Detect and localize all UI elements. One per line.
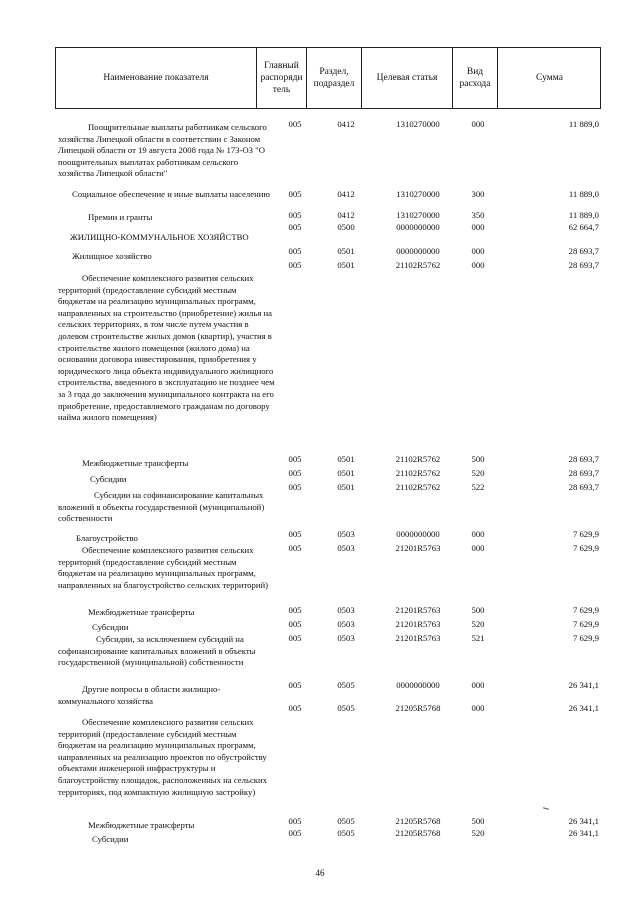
row-4-razdel: 0501: [337, 246, 355, 256]
row-11-razdel: 0503: [337, 543, 355, 553]
row-0-sum: 11 889,0: [568, 119, 599, 129]
row-5-cst: 21102R5762: [395, 260, 441, 270]
row-14-sum: 7 629,9: [572, 633, 599, 643]
row-19-name: Субсидии: [92, 834, 129, 844]
row-8-razdel: 0501: [337, 468, 355, 478]
row-0-cst: 1310270000: [396, 119, 440, 129]
row-1-glav: 005: [288, 189, 302, 199]
header-vid: Вид расхода: [452, 48, 497, 108]
row-19-cst: 21205R5768: [395, 828, 441, 838]
row-16-glav: 005: [288, 703, 302, 713]
row-10-cst: 0000000000: [396, 529, 440, 539]
row-18-sum: 26 341,1: [568, 816, 599, 826]
row-2-sum: 11 889,0: [568, 210, 599, 220]
row-3-razdel: 0500: [337, 222, 355, 232]
pen-mark: [543, 807, 549, 810]
row-13-cst: 21201R5763: [395, 619, 441, 629]
row-11-glav: 005: [288, 543, 302, 553]
row-18-name: Межбюджетные трансферты: [88, 820, 195, 830]
row-4-name: Жилищное хозяйство: [72, 251, 152, 261]
row-9-razdel: 0501: [337, 482, 355, 492]
row-0-name: Поощрительные выплаты работникам сельского хозяйства Липецкой области в соответствии с Законом Липецкой области от 19 августа 2008 года № 173-ОЗ "О поощрительных выплатах работникам сельского хозяйства Липецкой области": [58, 122, 267, 179]
row-15-vid: 000: [471, 680, 485, 690]
row-2-name: Премии и гранты: [88, 212, 153, 222]
row-15-razdel: 0505: [337, 680, 355, 690]
row-12-cst: 21201R5763: [395, 605, 441, 615]
row-15-sum: 26 341,1: [568, 680, 599, 690]
row-15-glav: 005: [288, 680, 302, 690]
row-14-name: Субсидии, за исключением субсидий на софинансирование капитальных вложений в объекты государственной (муниципальной) собственности: [58, 634, 256, 668]
row-13-razdel: 0503: [337, 619, 355, 629]
row-11-cst: 21201R5763: [395, 543, 441, 553]
row-14-glav: 005: [288, 633, 302, 643]
row-10-glav: 005: [288, 529, 302, 539]
row-3-vid: 000: [471, 222, 485, 232]
row-12-vid: 500: [471, 605, 485, 615]
row-11-vid: 000: [471, 543, 485, 553]
row-1-sum: 11 889,0: [568, 189, 599, 199]
row-5-sum: 28 693,7: [568, 260, 599, 270]
row-13-glav: 005: [288, 619, 302, 629]
row-7-vid: 500: [471, 454, 485, 464]
row-19-vid: 520: [471, 828, 485, 838]
row-19-sum: 26 341,1: [568, 828, 599, 838]
row-19-razdel: 0505: [337, 828, 355, 838]
row-0-glav: 005: [288, 119, 302, 129]
row-3-name: ЖИЛИЩНО-КОММУНАЛЬНОЕ ХОЗЯЙСТВО: [70, 232, 249, 242]
row-10-razdel: 0503: [337, 529, 355, 539]
row-3-sum: 62 664,7: [568, 222, 599, 232]
row-2-glav: 005: [288, 210, 302, 220]
row-9-cst: 21102R5762: [395, 482, 441, 492]
row-8-glav: 005: [288, 468, 302, 478]
row-15-name: Другие вопросы в области жилищно-коммунального хозяйства: [58, 684, 221, 706]
header-cst: Целевая статья: [361, 48, 452, 108]
row-14-cst: 21201R5763: [395, 633, 441, 643]
row-19-glav: 005: [288, 828, 302, 838]
row-9-vid: 522: [471, 482, 485, 492]
row-7-sum: 28 693,7: [568, 454, 599, 464]
row-1-name: Социальное обеспечение и иные выплаты населению: [72, 189, 270, 199]
row-12-razdel: 0503: [337, 605, 355, 615]
row-7-razdel: 0501: [337, 454, 355, 464]
row-0-vid: 000: [471, 119, 485, 129]
row-16-sum: 26 341,1: [568, 703, 599, 713]
row-7-name: Межбюджетные трансферты: [82, 458, 189, 468]
row-12-glav: 005: [288, 605, 302, 615]
row-11-sum: 7 629,9: [572, 543, 599, 553]
table-header: [55, 47, 601, 109]
row-5-glav: 005: [288, 260, 302, 270]
header-glav: Главный распоряди тель: [256, 48, 306, 108]
row-1-cst: 1310270000: [396, 189, 440, 199]
row-2-razdel: 0412: [337, 210, 355, 220]
row-18-vid: 500: [471, 816, 485, 826]
row-5-vid: 000: [471, 260, 485, 270]
row-2-vid: 350: [471, 210, 485, 220]
row-8-cst: 21102R5762: [395, 468, 441, 478]
row-8-vid: 520: [471, 468, 485, 478]
row-11-name: Обеспечение комплексного развития сельских территорий (предоставление субсидий местным бюджетам на реализацию муниципальных программ, направленных на благоустройство сельских территорий): [58, 545, 269, 590]
row-15-cst: 0000000000: [396, 680, 440, 690]
row-4-cst: 0000000000: [396, 246, 440, 256]
row-4-vid: 000: [471, 246, 485, 256]
row-12-name: Межбюджетные трансферты: [88, 607, 195, 617]
row-14-vid: 521: [471, 633, 485, 643]
row-7-cst: 21102R5762: [395, 454, 441, 464]
header-summa: Сумма: [497, 48, 601, 108]
row-16-razdel: 0505: [337, 703, 355, 713]
row-18-razdel: 0505: [337, 816, 355, 826]
row-9-sum: 28 693,7: [568, 482, 599, 492]
row-18-cst: 21205R5768: [395, 816, 441, 826]
row-17-name: Обеспечение комплексного развития сельских территорий (предоставление субсидий местным бюджетам на реализацию муниципальных программ, направленных на реализацию проектов по обустройству объектами инженерной инфраструктуры и благоустройству площадок, расположенных на сельских территориях, под компактную жилищную застройку): [58, 717, 268, 797]
row-16-vid: 000: [471, 703, 485, 713]
row-9-glav: 005: [288, 482, 302, 492]
row-4-sum: 28 693,7: [568, 246, 599, 256]
row-1-vid: 300: [471, 189, 485, 199]
row-6-name: Обеспечение комплексного развития сельских территорий (предоставление субсидий местным бюджетам на реализацию муниципальных программ, направленных на строительство (приобретение) жилья на сельских территориях, в том числе путем участия в долевом строительстве жилых домов (квартир), участия в строительстве жилого помещения (жилого дома) на основании договора инвестирования, приобретения у юридического лица объекта индивидуального жилищного строительства, введенного в эксплуатацию не позднее чем за 3 года до заключения муниципального контракта на его приобретение, предоставляемого гражданам по договору найма жилого помещения): [58, 273, 275, 423]
row-13-name: Субсидии: [92, 622, 129, 632]
row-10-sum: 7 629,9: [572, 529, 599, 539]
row-14-razdel: 0503: [337, 633, 355, 643]
row-3-glav: 005: [288, 222, 302, 232]
row-0-razdel: 0412: [337, 119, 355, 129]
header-razdel: Раздел, подраздел: [306, 48, 361, 108]
header-name: Наименование показателя: [103, 73, 209, 83]
row-18-glav: 005: [288, 816, 302, 826]
row-1-razdel: 0412: [337, 189, 355, 199]
page-number: 46: [315, 868, 325, 878]
row-5-razdel: 0501: [337, 260, 355, 270]
row-10-name: Благоустройство: [76, 533, 138, 543]
row-8-name: Субсидии: [90, 474, 127, 484]
row-16-cst: 21205R5768: [395, 703, 441, 713]
row-9-name: Субсидии на софинансирование капитальных вложений в объекты государственной (муниципальной) собственности: [58, 490, 265, 524]
row-2-cst: 1310270000: [396, 210, 440, 220]
row-4-glav: 005: [288, 246, 302, 256]
row-10-vid: 000: [471, 529, 485, 539]
row-3-cst: 0000000000: [396, 222, 440, 232]
row-12-sum: 7 629,9: [572, 605, 599, 615]
row-13-vid: 520: [471, 619, 485, 629]
row-7-glav: 005: [288, 454, 302, 464]
row-8-sum: 28 693,7: [568, 468, 599, 478]
row-13-sum: 7 629,9: [572, 619, 599, 629]
